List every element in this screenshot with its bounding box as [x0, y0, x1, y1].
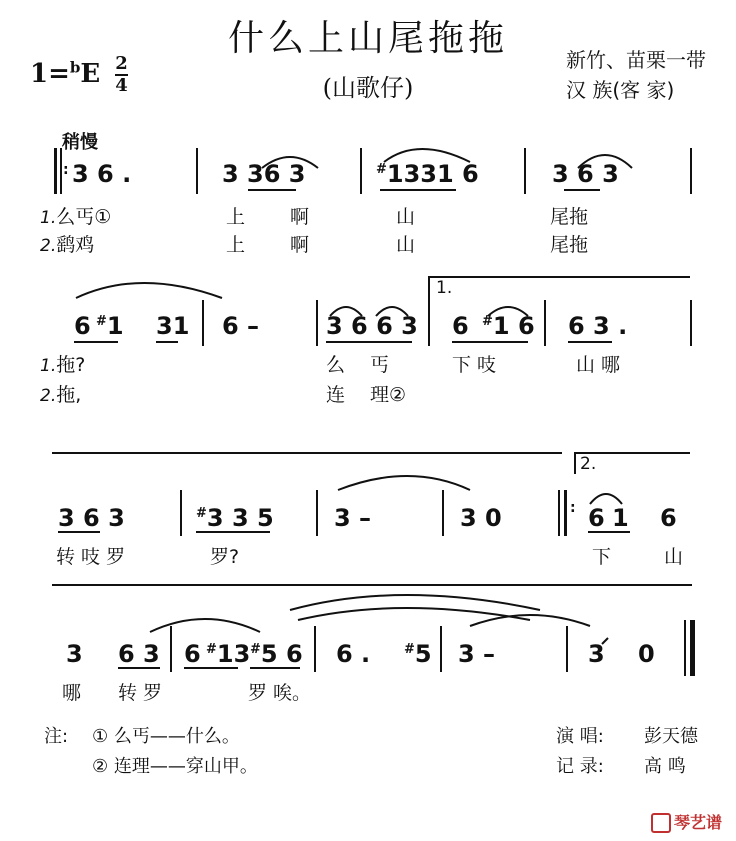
lyric: 上	[226, 206, 246, 228]
song-title: 什么上山尾拖拖	[227, 18, 508, 59]
note: 0	[638, 640, 655, 668]
note: 3 6 6 3	[326, 312, 418, 340]
lyric: 山	[396, 234, 416, 256]
verse-2-lyrics: 2.拖,	[40, 384, 82, 406]
note-2: ② 连理——穿山甲。	[92, 756, 258, 777]
lyric: 山	[396, 206, 416, 228]
sharp-sign: #	[376, 162, 387, 177]
note: 6 –	[222, 312, 260, 340]
region-line-1: 新竹、苗栗一带	[566, 48, 706, 72]
lyric: 连	[326, 384, 346, 406]
measure-1-notes: 3 6 .	[72, 160, 132, 188]
volta-1-label: 1.	[436, 278, 453, 298]
note: 3 0	[460, 504, 502, 532]
notes-label: 注:	[44, 726, 69, 747]
lyric: 丐	[370, 354, 390, 376]
key-note: E	[80, 59, 101, 89]
flat-sign: b	[69, 58, 81, 77]
note-1: ① 么丐——什么。	[92, 726, 240, 747]
lyric: 尾拖	[550, 234, 589, 256]
note: #1 6	[482, 312, 535, 340]
logo-icon	[651, 813, 671, 833]
lyric: 山	[664, 546, 684, 568]
note: #13	[206, 640, 251, 668]
note: 3 –	[334, 504, 372, 532]
lyric: 啊	[290, 234, 310, 256]
note: 3	[66, 640, 83, 668]
note: #5 6	[250, 640, 303, 668]
meter-top: 2	[115, 53, 128, 74]
note: #3 3 5	[196, 504, 274, 532]
verse-1-lyrics: 1.么丐①	[40, 206, 112, 228]
key-prefix: 1=	[30, 59, 70, 89]
lyric: 转 吱 罗	[56, 546, 126, 568]
lyric: 下 吱	[452, 354, 497, 376]
note: 6 3 .	[568, 312, 628, 340]
note: 1	[612, 504, 629, 532]
lyric: 罗?	[210, 546, 240, 568]
volta-2-label: 2.	[580, 454, 597, 474]
singer-label: 演 唱:	[556, 726, 604, 747]
lyric: 么	[326, 354, 346, 376]
note: 6	[74, 312, 91, 340]
meter-bottom: 4	[115, 75, 128, 96]
lyric: 山 哪	[576, 354, 621, 376]
note: #1	[96, 312, 124, 340]
lyric: 理②	[370, 384, 407, 406]
lyric: 尾拖	[550, 206, 589, 228]
measure-4-notes: 3 6 3	[552, 160, 619, 188]
measure-3-notes: #1331 6	[376, 160, 479, 188]
recorder-label: 记 录:	[556, 756, 604, 777]
region-line-2: 汉 族(客 家)	[566, 78, 675, 102]
singer-name: 彭天德	[644, 726, 698, 747]
note: 6	[184, 640, 201, 668]
verse-2-lyrics: 2.鹞鸡	[40, 234, 95, 256]
lyric: 下	[592, 546, 612, 568]
note: 6 3	[118, 640, 160, 668]
lyric: 哪	[62, 682, 82, 704]
lyric: 上	[226, 234, 246, 256]
note: 3 –	[458, 640, 496, 668]
note: 6 .	[336, 640, 371, 668]
lyric: 啊	[290, 206, 310, 228]
tempo-mark: 稍慢	[62, 132, 98, 153]
measure-2-notes: 3 36 3	[222, 160, 306, 188]
song-subtitle: (山歌仔)	[322, 74, 414, 102]
note: #5	[404, 640, 432, 668]
note: 6	[660, 504, 677, 532]
watermark-text: 琴艺谱	[673, 812, 722, 832]
verse-1-lyrics: 1.拖?	[40, 354, 86, 376]
note: 3	[588, 640, 605, 668]
lyric: 转 罗	[118, 682, 163, 704]
lyric: 罗 唉。	[248, 682, 312, 704]
note: 31	[156, 312, 190, 340]
note: 6	[452, 312, 469, 340]
note: 3 6 3	[58, 504, 125, 532]
note: 6	[588, 504, 605, 532]
watermark-logo	[651, 810, 722, 834]
recorder-name: 高 鸣	[644, 756, 686, 777]
